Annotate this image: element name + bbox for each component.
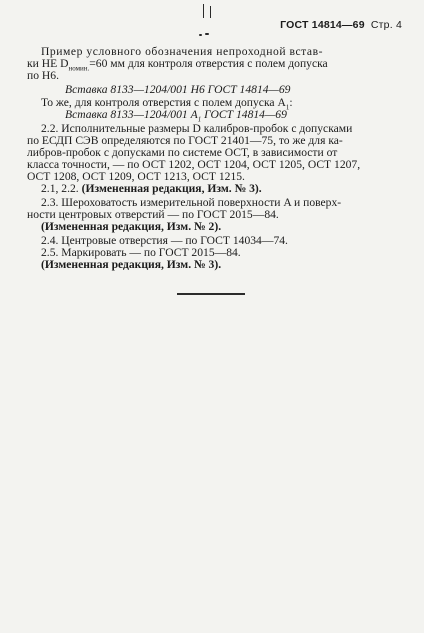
text-span: 2.4. Центровые отверстия — по ГОСТ 14034—74.	[41, 234, 288, 247]
text-span: Вставка 8133—1204/001 A	[65, 108, 198, 121]
text-line	[27, 58, 328, 74]
text-span: 2.1, 2.2.	[41, 182, 79, 195]
designation-example	[65, 84, 290, 96]
text-span: Пример условного обозначения непроходной встав-	[41, 45, 324, 58]
text-span: либров-пробок с допусками по системе ОСТ, в зависимости от	[27, 146, 338, 159]
scan-mark	[205, 33, 209, 35]
text-span: класса точности, — по ОСТ 1202, ОСТ 1204, ОСТ 1205, ОСТ 1207,	[27, 158, 361, 171]
scan-mark	[199, 34, 202, 36]
text-span: по ЕСДП СЭВ определяются по ГОСТ 21401—75, то же для ка-	[27, 134, 343, 147]
standard-number: ГОСТ 14814—69	[280, 19, 365, 31]
text-span: (Измененная редакция, Изм. № 2).	[41, 220, 222, 233]
section-divider	[177, 293, 245, 295]
amendment-note: (Измененная редакция, Изм. № 3).	[81, 182, 262, 195]
text-span: ности центровых отверстий — по ГОСТ 2015—84.	[27, 208, 279, 221]
amendment-note	[41, 259, 221, 271]
text-span: (Измененная редакция, Изм. № 3).	[41, 258, 222, 271]
text-span: :	[289, 96, 293, 109]
text-line	[27, 70, 59, 82]
subscript: 1	[285, 103, 290, 112]
text-line	[41, 183, 262, 195]
text-span: ки НЕ D	[27, 57, 69, 70]
scan-mark	[203, 4, 204, 18]
text-span: Вставка 8133—1204/001 H6 ГОСТ 14814—69	[65, 83, 291, 96]
text-span: 2.2. Исполнительные размеры D калибров-пробок с допусками	[41, 122, 353, 135]
text-span: То же, для контроля отверстия с полем допуска A	[41, 96, 286, 109]
text-span: =60 мм для контроля отверстия с полем допуска	[89, 57, 328, 70]
text-span: 2.5. Маркировать — по ГОСТ 2015—84.	[41, 246, 241, 259]
subscript: номин.	[68, 64, 90, 73]
scan-mark	[210, 6, 211, 18]
subscript: 1	[197, 115, 202, 124]
text-span: ОСТ 1208, ОСТ 1209, ОСТ 1213, ОСТ 1215.	[27, 170, 245, 183]
amendment-note	[41, 221, 221, 233]
text-span: ГОСТ 14814—69	[201, 108, 287, 121]
text-span: 2.3. Шероховатость измерительной поверхности A и поверх-	[41, 196, 342, 209]
running-header	[280, 19, 402, 31]
page-number: Стр. 4	[370, 19, 402, 31]
text-span: по H6.	[27, 69, 59, 82]
